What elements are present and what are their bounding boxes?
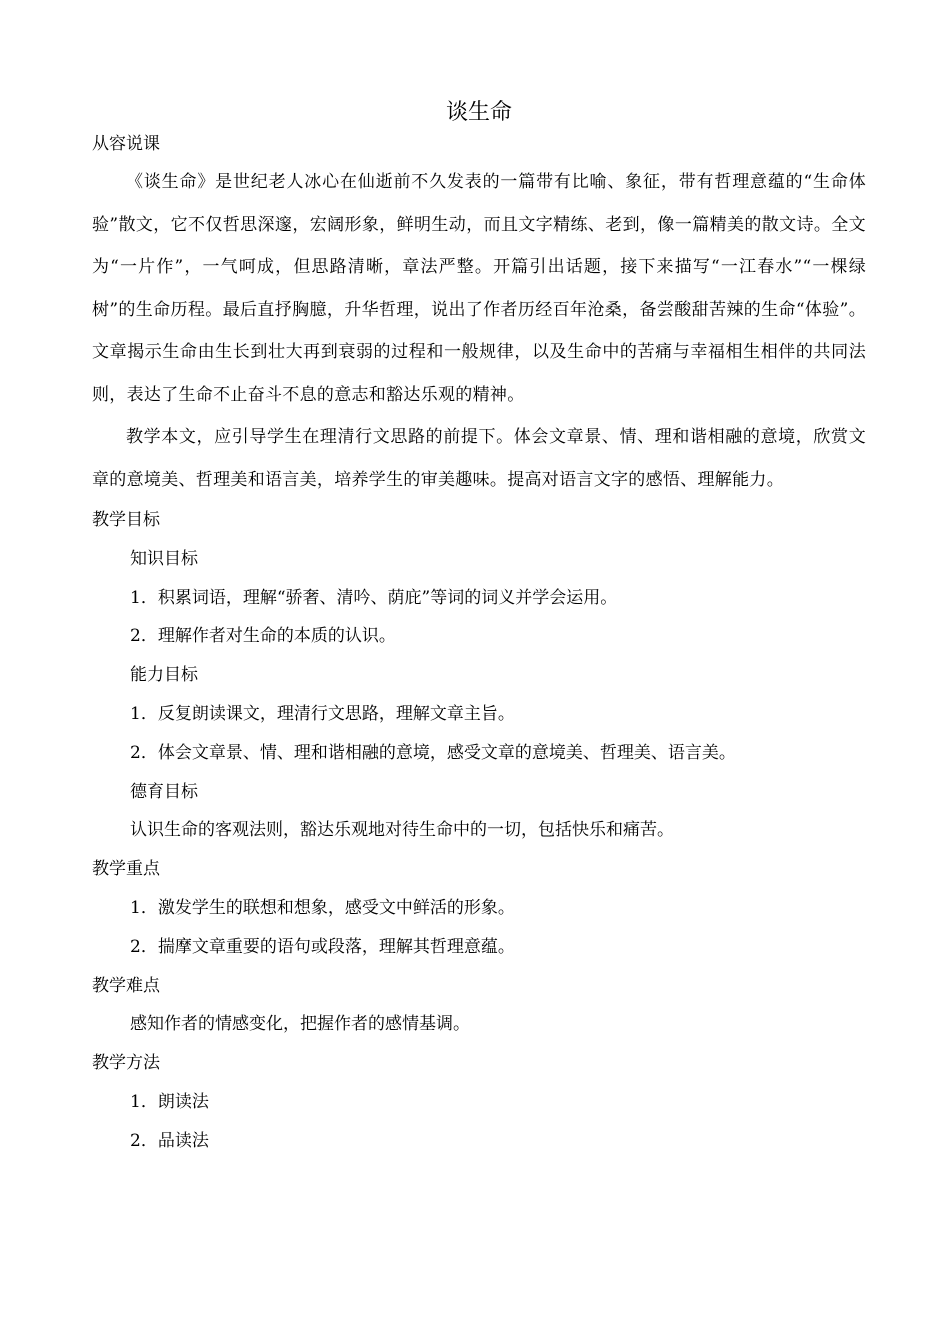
ability-item: 1．反复朗读课文，理清行文思路，理解文章主旨。 [130,703,515,724]
moral-text: 认识生命的客观法则，豁达乐观地对待生命中的一切，包括快乐和痛苦。 [130,820,674,841]
section-heading-intro: 从容说课 [92,134,160,154]
section-heading-difficulty: 教学难点 [92,975,160,996]
knowledge-item: 2．理解作者对生命的本质的认识。 [130,626,396,647]
ability-item: 2．体会文章景、情、理和谐相融的意境，感受文章的意境美、哲理美、语言美。 [130,742,736,763]
section-heading-key: 教学重点 [92,859,160,880]
method-item: 1．朗读法 [130,1091,209,1112]
key-item: 2．揣摩文章重要的语句或段落，理解其哲理意蕴。 [130,936,515,957]
intro-paragraph-1: 《谈生命》是世纪老人冰心在仙逝前不久发表的一篇带有比喻、象征，带有哲理意蕴的“生命体验”散文，它不仅哲思深邃，宏阔形象，鲜明生动，而且文字精练、老到，像一篇精美的散文诗。全文为“一片作”，一气呵成，但思路清晰，章法严整。开篇引出话题，接下来描写“一江春水”“一棵绿树”的生命历程。最后直抒胸臆，升华哲理，说出了作者历经百年沧桑，备尝酸甜苦辣的生命“体验”。文章揭示生命由生长到壮大再到衰弱的过程和一般规律，以及生命中的苦痛与幸福相生相伴的共同法则，表达了生命不止奋斗不息的意志和豁达乐观的精神。 [92,172,866,405]
difficulty-text: 感知作者的情感变化，把握作者的感情基调。 [130,1014,470,1035]
key-item: 1．激发学生的联想和想象，感受文中鲜活的形象。 [130,897,515,918]
method-item: 2．品读法 [130,1130,209,1151]
knowledge-item: 1．积累词语，理解“骄奢、清吟、荫庇”等词的词义并学会运用。 [130,587,618,608]
section-heading-method: 教学方法 [92,1053,160,1074]
section-heading-goals: 教学目标 [92,510,160,530]
intro-paragraph-2: 教学本文，应引导学生在理清行文思路的前提下。体会文章景、情、理和谐相融的意境，欣赏文章的意境美、哲理美和语言美，培养学生的审美趣味。提高对语言文字的感悟、理解能力。 [92,427,866,490]
document-title: 谈生命 [445,100,512,125]
subheading-ability: 能力目标 [130,665,198,686]
subheading-knowledge: 知识目标 [130,548,198,569]
subheading-moral: 德育目标 [130,781,198,802]
